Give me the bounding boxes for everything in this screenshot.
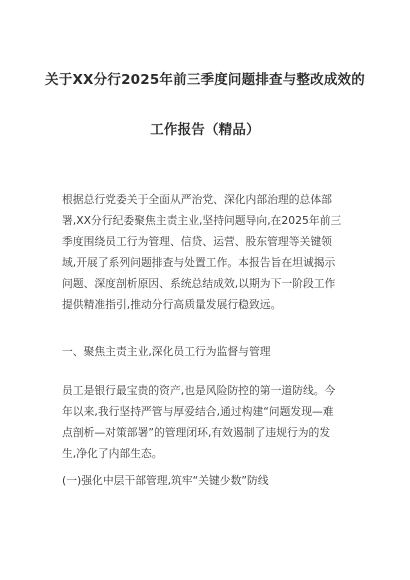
- section-line: 点剖析—对策部署”的管理闭环,有效遏制了违规行为的发: [62, 426, 331, 439]
- section-paragraph: [62, 380, 346, 464]
- intro-line: 季度围绕员工行为管理、信贷、运营、股东管理等关键领: [62, 235, 332, 248]
- intro-line: 域,开展了系列问题排查与处置工作。本报告旨在坦诚揭示: [62, 256, 336, 269]
- section-heading: 一、聚焦主责主业,深化员工行为监督与管理: [62, 345, 271, 358]
- intro-line: 问题、深度剖析原因、系统总结成效,以期为下一阶段工作: [62, 277, 336, 290]
- section-line: 生,净化了内部生态。: [62, 447, 163, 460]
- intro-paragraph: [62, 189, 346, 315]
- intro-line: 署,XX分行纪委聚焦主责主业,坚持问题导向,在2025年前三: [62, 214, 342, 227]
- intro-line: 根据总行党委关于全面从严治党、深化内部治理的总体部: [62, 193, 332, 206]
- document-title-line-2: 工作报告（精品）: [150, 122, 260, 138]
- intro-line: 提供精准指引,推动分行高质量发展行稳致远。: [62, 298, 282, 311]
- subsection-heading: (一)强化中层干部管理,筑牢“关键少数”防线: [62, 474, 269, 487]
- document-title-line-1: 关于XX分行2025年前三季度问题排查与整改成效的: [45, 72, 365, 88]
- section-line: 年以来,我行坚持严管与厚爱结合,通过构建“问题发现—难: [62, 405, 334, 418]
- section-line: 员工是银行最宝贵的资产,也是风险防控的第一道防线。今: [62, 384, 336, 397]
